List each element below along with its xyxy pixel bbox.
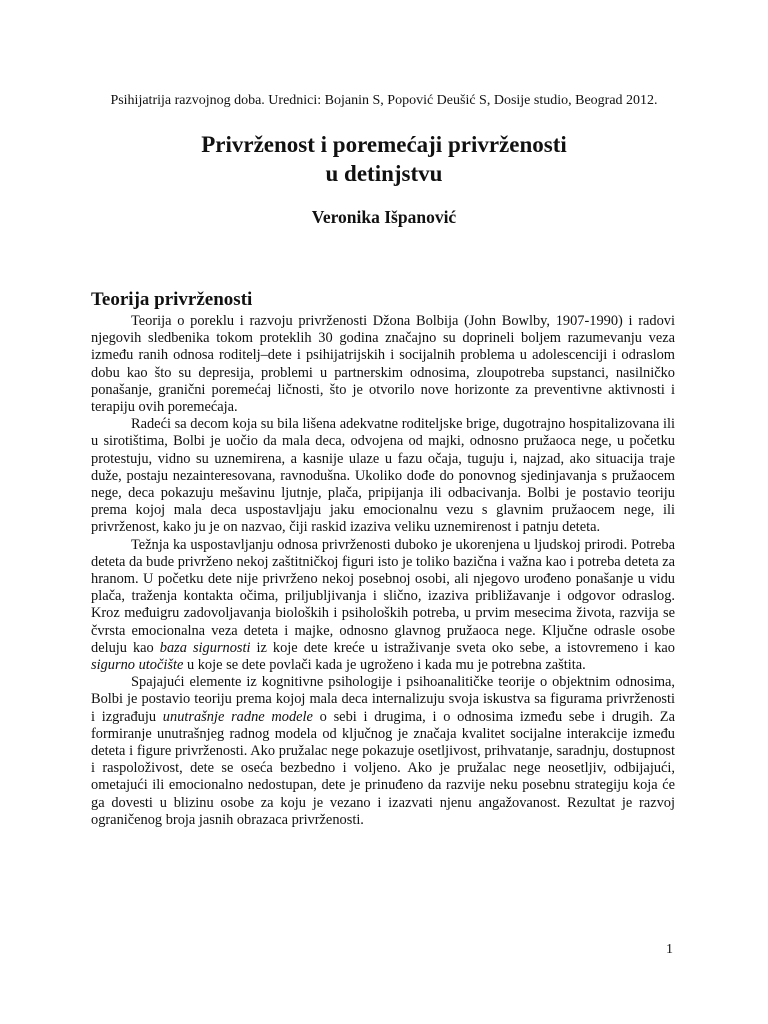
paragraph-4-text-a: Spajajući elemente iz kognitivne psihologije i psihoanalitičke teorije o objektnim odnosima, Bolbi je postavio teoriju prema kojoj mala deca internalizuju svoja iskustva sa figurama privrženosti i izgrađuju — [91, 674, 675, 725]
paragraph-3-text-c: u koje se dete povlači kada je ugroženo i kada mu je potrebna zaštita. — [183, 657, 586, 674]
document-title — [96, 130, 672, 188]
term-unutrasnje-radne-modele: unutrašnje radne modele — [162, 708, 313, 725]
paragraph-4 — [91, 674, 675, 829]
paragraph-4-text-b: o sebi i drugima, i o odnosima između sebe i drugih. Za formiranje unutrašnjeg radnog modela od ključnog je značaja kvalitet socijalne interakcije između deteta i figure privrženosti. Ako pružalac nege pokazuje osetljivost, prihvatanje, saradnju, dostupnost i raspoloživost, dete se oseća bezbedno i voljeno. Ako je pružalac nege neosetljiv, odbijajući, ometajući ili emocionalno nedostupan, dete je prinuđeno da razvije neku posebnu strategiju koja će ga dovesti u blizinu osobe za koju je vezano i izazvati njenu angažovanost. Rezultat je razvoj ograničenog broja jasnih obrazaca privrženosti. — [91, 708, 675, 828]
term-sigurno-utociste: sigurno utočište — [91, 657, 184, 674]
paragraph-3-text-a: Težnja ka uspostavljanju odnosa privrženosti duboko je ukorenjena u ljudskoj prirodi. Potreba deteta da bude privrženo nekoj zaštitničkoj figuri isto je toliko bazična i važna kao i potreba deteta za hranom. U početku dete nije privrženo nekoj posebnoj osobi, ali njegovo urođeno ponašanje u vidu plača, traženja kontakta očima, priljubljivanja i slično, izaziva približavanje i odgovor odraslog. Kroz međuigru zadovoljavanja bioloških i psiholoških potreba, u prvim mesecima života, razvija se čvrsta emocionalna veza deteta i majke, odnosno glavnog pružaoca nege. Ključne odrasle osobe deluju kao — [91, 536, 675, 656]
paragraph-3 — [91, 537, 675, 675]
citation-line: Psihijatrija razvojnog doba. Urednici: Bojanin S, Popović Deušić S, Dosije studio, Beograd 2012. — [110, 93, 658, 108]
section-heading: Teorija privrženosti — [91, 289, 253, 310]
paragraph-1: Teorija o poreklu i razvoju privrženosti Džona Bolbija (John Bowlby, 1907-1990) i radovi njegovih sledbenika tokom proteklih 30 godina značajno su doprineli boljem razumevanju veza između ranih odnosa roditelj–dete i psihijatrijskih i socijalnih problema u adolescenciji i odraslom dobu kao što su depresija, problemi u partnerskim odnosima, zloupotreba supstanci, nasilničko ponašanje, granični poremećaj ličnosti, što je otvorilo nove horizonte za preventivne aktivnosti i terapiju ovih poremećaja. — [91, 313, 675, 416]
page-number: 1 — [666, 942, 673, 957]
paragraph-3-text-b: iz koje dete kreće u istraživanje sveta oko sebe, a istovremeno i kao — [250, 639, 675, 656]
paragraph-2: Radeći sa decom koja su bila lišena adekvatne roditeljske brige, dugotrajno hospitalizovana ili u sirotištima, Bolbi je uočio da mala deca, odvojena od majki, odnosno pružaoca nege, u početku protestuju, vidno su uznemirena, a kasnije ulaze u fazu očaja, tuguju i, najzad, ako situacija traje duže, postaju nezainteresovana, ravnodušna. Ukoliko dođe do ponovnog sjedinjavanja s pružaocem nege, deca pokazuju mešavinu ljutnje, plača, pripijanja ili odbacivanja. Bolbi je postavio teoriju prema kojoj mala deca uspostavljaju jaku emocionalnu vezu s glavnim pružaocem nege, ili privrženost, kako ju je on nazvao, čiji raskid izaziva veliku uznemirenost i patnju deteta. — [91, 416, 675, 536]
title-line-2: u detinjstvu — [325, 161, 443, 186]
term-baza-sigurnosti: baza sigurnosti — [159, 639, 251, 656]
title-line-1: Privrženost i poremećaji privrženosti — [201, 132, 567, 157]
author-name: Veronika Išpanović — [311, 207, 457, 227]
body-text — [91, 313, 675, 829]
